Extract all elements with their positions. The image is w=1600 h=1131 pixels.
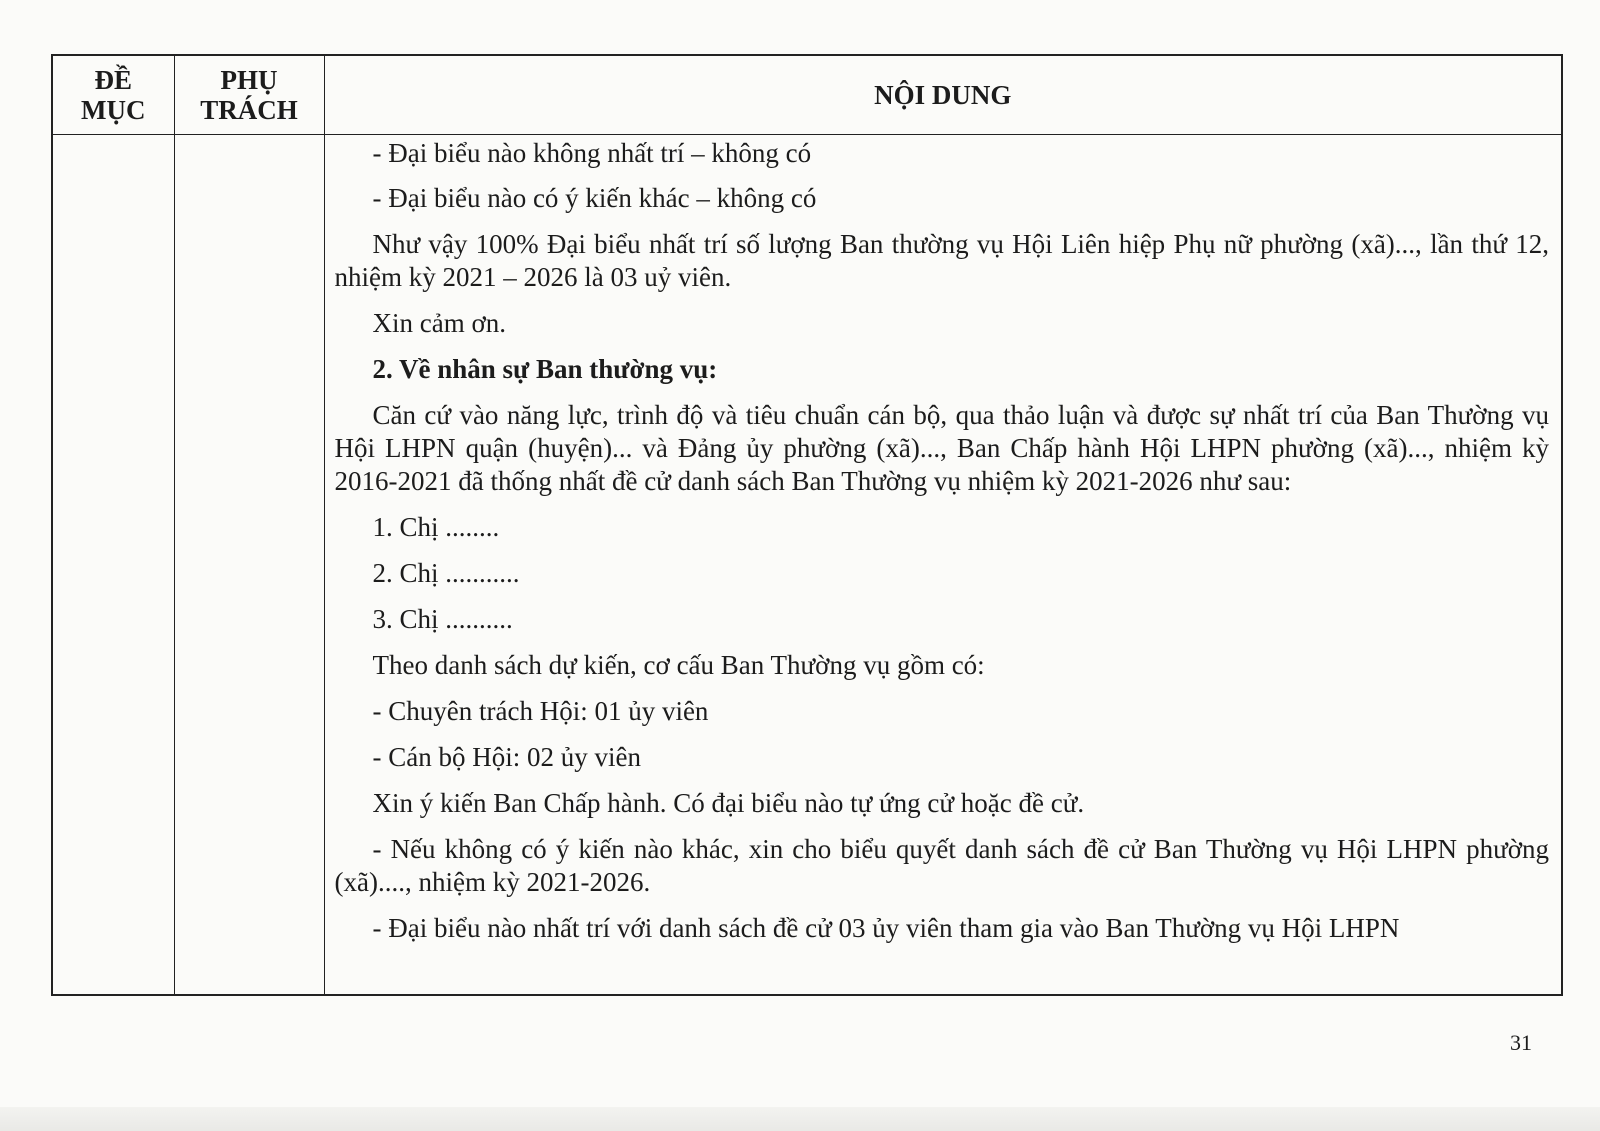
table-body-row [52,135,1562,996]
table-header-row [52,55,1562,135]
phu-trach-cell [174,135,324,996]
content-line: 2. Chị ........... [372,558,520,588]
scan-edge [0,1107,1600,1131]
header-noi-dung [324,55,1562,135]
content-line: Xin ý kiến Ban Chấp hành. Có đại biểu nào tự ứng cử hoặc đề cử. [372,788,1085,818]
content-line: Xin cảm ơn. [372,308,506,338]
header-phu-trach-label: PHỤ TRÁCH [200,65,298,125]
header-de-muc [52,55,174,135]
content-line: - Chuyên trách Hội: 01 ủy viên [372,696,709,726]
section-heading: 2. Về nhân sự Ban thường vụ: [372,354,718,384]
content-line: 3. Chị .......... [372,604,513,634]
content-line: - Cán bộ Hội: 02 ủy viên [372,742,641,772]
content-line: - Đại biểu nào nhất trí với danh sách đề cử 03 ủy viên tham gia vào Ban Thường vụ Hội LHPN [372,913,1400,943]
agenda-table [51,54,1563,996]
header-noi-dung-label: NỘI DUNG [874,80,1012,110]
content-line: Theo danh sách dự kiến, cơ cấu Ban Thường vụ gồm có: [372,650,985,680]
content-line: 1. Chị ........ [372,512,500,542]
content-line: - Đại biểu nào có ý kiến khác – không có [372,183,817,213]
header-phu-trach [174,55,324,135]
content-line: - Đại biểu nào không nhất trí – không có [372,138,812,168]
content-paragraph: Như vậy 100% Đại biểu nhất trí số lượng Ban thường vụ Hội Liên hiệp Phụ nữ phường (xã)..., lần thứ 12, nhiệm kỳ 2021 – 2026 là 03 uỷ viên. [334,229,1549,292]
content-paragraph: Căn cứ vào năng lực, trình độ và tiêu chuẩn cán bộ, qua thảo luận và được sự nhất trí của Ban Thường vụ Hội LHPN quận (huyện)... và Đảng ủy phường (xã)..., Ban Chấp hành Hội LHPN phường (xã)..., nhiệm kỳ 2016-2021 đã thống nhất đề cử danh sách Ban Thường vụ nhiệm kỳ 2021-2026 như sau: [334,400,1549,496]
noi-dung-cell [324,135,1562,996]
page-number: 31 [1510,1030,1532,1055]
content-paragraph: - Nếu không có ý kiến nào khác, xin cho biểu quyết danh sách đề cử Ban Thường vụ Hội LHPN phường (xã)...., nhiệm kỳ 2021-2026. [334,834,1549,897]
header-de-muc-label: ĐỀ MỤC [81,65,146,125]
de-muc-cell [52,135,174,996]
